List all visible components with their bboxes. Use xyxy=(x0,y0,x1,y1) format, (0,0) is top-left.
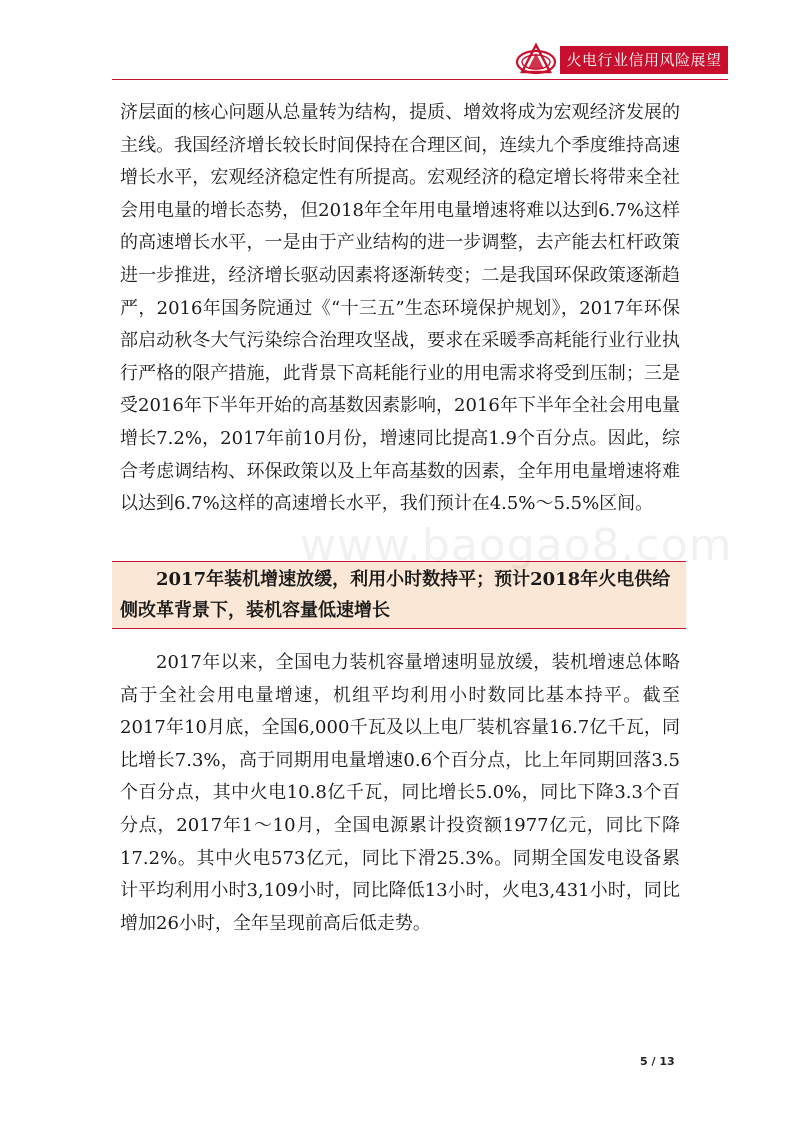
body-paragraph-1: 济层面的核心问题从总量转为结构，提质、增效将成为宏观经济发展的主线。我国经济增长较长时间保持在合理区间，连续九个季度维持高速增长水平，宏观经济稳定性有所提高。宏观经济的稳定增长将带来全社会用电量的增长态势，但2018年全年用电量增速将难以达到6.7%这样的高速增长水平，一是由于产业结构的进一步调整，去产能去杠杆政策进一步推进，经济增长驱动因素将逐渐转变；二是我国环保政策逐渐趋严，2016年国务院通过《“十三五”生态环境保护规划》，2017年环保部启动秋冬大气污染综合治理攻坚战，要求在采暖季高耗能行业行业执行严格的限产措施，此背景下高耗能行业的用电需求将受到压制；三是受2016年下半年开始的高基数因素影响，2016年下半年全社会用电量增长7.2%，2017年前10月份，增速同比提高1.9个百分点。因此，综合考虑调结构、环保政策以及上年高基数的因素，全年用电量增速将难以达到6.7%这样的高速增长水平，我们预计在4.5%～5.5%区间。 xyxy=(120,102,680,515)
watermark: www.baogao8.com xyxy=(300,520,733,571)
header-divider xyxy=(112,79,728,80)
section-highlight-text: 2017年装机增速放缓，利用小时数持平；预计2018年火电供给侧改革背景下，装机容量低速增长 xyxy=(120,569,671,621)
header-title: 火电行业信用风险展望 xyxy=(560,46,728,74)
page-header xyxy=(514,42,728,78)
section-highlight-box xyxy=(112,561,686,629)
page-number: 5 / 13 xyxy=(640,1055,675,1068)
triangle-ring-logo-icon xyxy=(514,42,558,78)
body-paragraph-2: 2017年以来，全国电力装机容量增速明显放缓，装机增速总体略高于全社会用电量增速，机组平均利用小时数同比基本持平。截至2017年10月底，全国6,000千瓦及以上电厂装机容量16.7亿千瓦，同比增长7.3%，高于同期用电量增速0.6个百分点，比上年同期回落3.5个百分点，其中火电10.8亿千瓦，同比增长5.0%，同比下降3.3个百分点，2017年1～10月，全国电源累计投资额1977亿元，同比下降17.2%。其中火电573亿元，同比下滑25.3%。同期全国发电设备累计平均利用小时3,109小时，同比降低13小时，火电3,431小时，同比增加26小时，全年呈现前高后低走势。 xyxy=(120,652,680,934)
